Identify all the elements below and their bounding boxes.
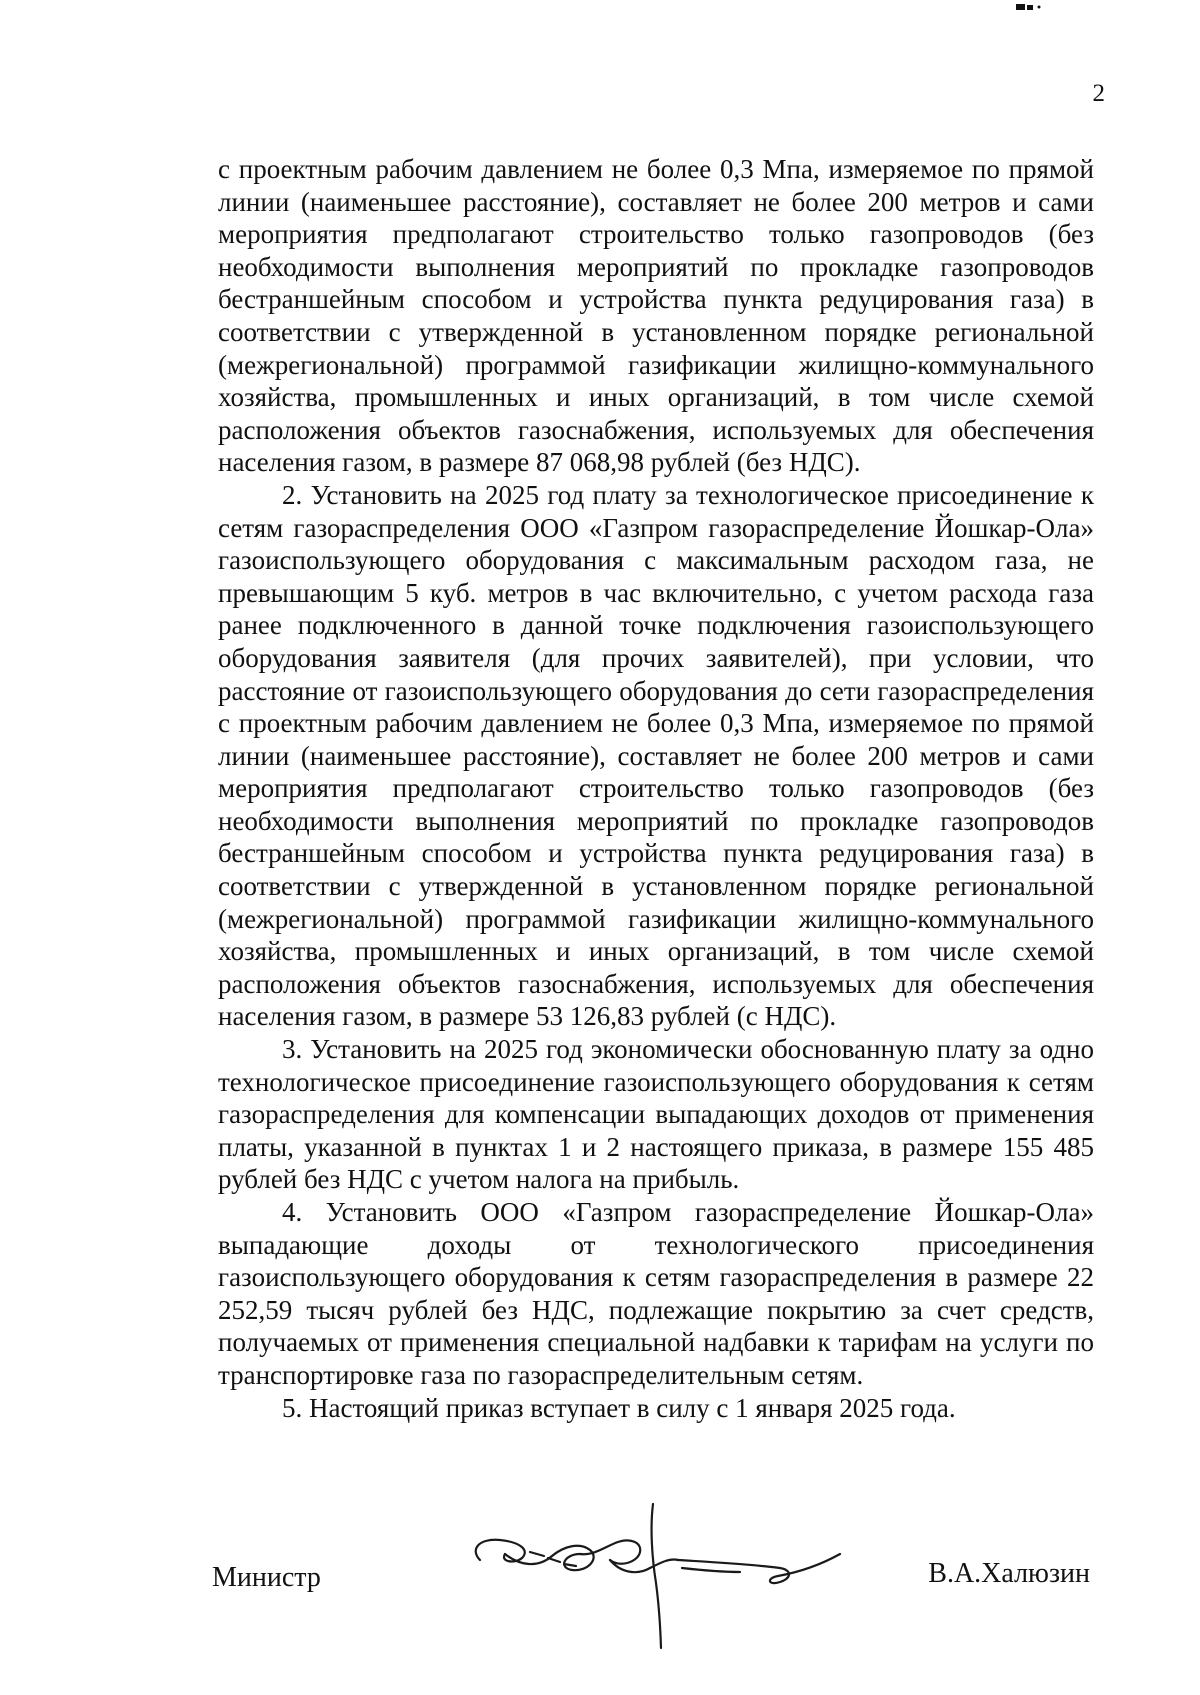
signer-position: Министр (212, 1562, 321, 1593)
document-body (218, 153, 1094, 1424)
paragraph-item-2: 2. Установить на 2025 год плату за технологическое присоединение к сетям газораспределения ООО «Газпром газораспределение Йошкар-Ола» газоиспользующего оборудования с максимальным расходом газа, не превышающим 5 куб. метров в час включительно, с учетом расхода газа ранее подключенного в данной точке подключения газоиспользующего оборудования заявителя (для прочих заявителей), при условии, что расстояние от газоиспользующего оборудования до сети газораспределения с проектным рабочим давлением не более 0,3 Мпа, измеряемое по прямой линии (наименьшее расстояние), составляет не более 200 метров и сами мероприятия предполагают строительство только газопроводов (без необходимости выполнения мероприятий по прокладке газопроводов бестраншейным способом и устройства пункта редуцирования газа) в соответствии с утвержденной в установленном порядке региональной (межрегиональной) программой газификации жилищно-коммунального хозяйства, промышленных и иных организаций, в том числе схемой расположения объектов газоснабжения, используемых для обеспечения населения газом, в размере 53 126,83 рублей (с НДС). (218, 479, 1094, 1032)
handwritten-signature (460, 1498, 880, 1658)
paragraph-item-4: 4. Установить ООО «Газпром газораспределение Йошкар-Ола» выпадающие доходы от технологического присоединения газоиспользующего оборудования к сетям газораспределения в размере 22 252,59 тысяч рублей без НДС, подлежащие покрытию за счет средств, получаемых от применения специальной надбавки к тарифам на услуги по транспортировке газа по газораспределительным сетям. (218, 1197, 1094, 1390)
signature-block (0, 1520, 1200, 1670)
paragraph-item-5: 5. Настоящий приказ вступает в силу с 1 января 2025 года. (282, 1392, 956, 1423)
scan-artifact-mark (1016, 2, 1044, 12)
paragraph-item-3: 3. Установить на 2025 год экономически обоснованную плату за одно технологическое присоединение газоиспользующего оборудования к сетям газораспределения для компенсации выпадающих доходов от применения платы, указанной в пунктах 1 и 2 настоящего приказа, в размере 155 485 рублей без НДС с учетом налога на прибыль. (218, 1034, 1094, 1195)
signer-name: В.А.Халюзин (928, 1558, 1090, 1589)
paragraph-continuation: с проектным рабочим давлением не более 0,3 Мпа, измеряемое по прямой линии (наименьшее расстояние), составляет не более 200 метров и сами мероприятия предполагают строительство только газопроводов (без необходимости выполнения мероприятий по прокладке газопроводов бестраншейным способом и устройства пункта редуцирования газа) в соответствии с утвержденной в установленном порядке региональной (межрегиональной) программой газификации жилищно-коммунального хозяйства, промышленных и иных организаций, в том числе схемой расположения объектов газоснабжения, используемых для обеспечения населения газом, в размере 87 068,98 рублей (без НДС). (218, 154, 1094, 478)
page-number: 2 (1092, 80, 1105, 107)
